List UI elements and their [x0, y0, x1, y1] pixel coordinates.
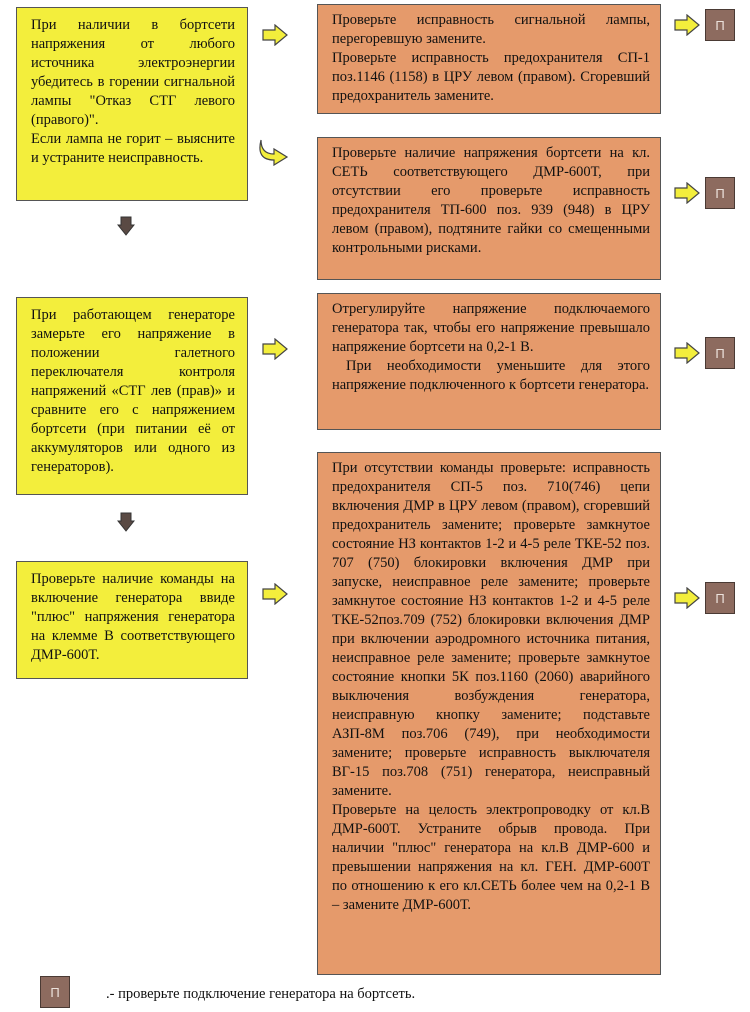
step-box-generator-voltage	[16, 297, 248, 495]
action-text: Проверьте наличие напряжения бортсети на кл. СЕТЬ соответствующего ДМР-600Т, при отсутствии его проверьте исправность предохранителя ТП-600 поз. 939 (948) в ЦРУ левом (правом), подтяните гайки со смещенными контрольными рисками.	[332, 145, 650, 256]
step-text: При работающем генераторе замерьте его напряжение в положении галетного переключателя контроля напряжений «СТГ лев (прав)» и сравните его с напряжением бортсети (при питании её от аккумуляторов или одного из генераторов).	[31, 307, 235, 475]
right-arrow-icon	[262, 583, 288, 605]
right-arrow-icon	[674, 182, 700, 204]
down-arrow-icon	[117, 216, 135, 236]
step-text: Если лампа не горит – выясните и устраните неисправность.	[31, 131, 235, 166]
p-marker: П	[705, 9, 735, 41]
action-text: Проверьте исправность сигнальной лампы, перегоревшую замените.	[332, 12, 650, 47]
p-marker: П	[705, 337, 735, 369]
step-text: Проверьте наличие команды на включение генератора ввиде "плюс" напряжения генератора на клемме В соответствующего ДМР-600Т.	[31, 571, 235, 663]
right-arrow-icon	[674, 14, 700, 36]
p-marker: П	[705, 177, 735, 209]
right-arrow-icon	[674, 587, 700, 609]
legend-text: .- проверьте подключение генератора на бортсеть.	[106, 986, 416, 1002]
down-arrow-icon	[117, 512, 135, 532]
step-box-lamp-check	[16, 7, 248, 201]
p-marker: П	[705, 582, 735, 614]
action-text: Отрегулируйте напряжение подключаемого генератора так, чтобы его напряжение превышало напряжение бортсети на 0,2-1 В.	[332, 301, 650, 355]
curved-arrow-icon	[258, 138, 290, 166]
action-box-replace-lamp	[317, 4, 661, 114]
action-box-check-network-voltage	[317, 137, 661, 280]
step-text: При наличии в бортсети напряжения от любого источника электроэнергии убедитесь в горении сигнальной лампы "Отказ СТГ левого (правого)".	[31, 17, 235, 128]
right-arrow-icon	[262, 24, 288, 46]
action-text: Проверьте исправность предохранителя СП-1 поз.1146 (1158) в ЦРУ левом (правом). Сгоревший предохранитель замените.	[332, 50, 650, 104]
right-arrow-icon	[674, 342, 700, 364]
step-box-command-check	[16, 561, 248, 679]
right-arrow-icon	[262, 338, 288, 360]
legend-p-marker: П	[40, 976, 70, 1008]
action-text: При необходимости уменьшите для этого напряжение подключенного к бортсети генератора.	[332, 358, 650, 393]
action-box-adjust-voltage	[317, 293, 661, 430]
action-box-command-absent	[317, 452, 661, 975]
action-text: Проверьте на целость электропроводку от кл.В ДМР-600Т. Устраните обрыв провода. При наличии "плюс" генератора на кл.В ДМР-600 и превышении напряжения на кл. ГЕН. ДМР-600Т по отношению к его кл.СЕТЬ более чем на 0,2-1 В – замените ДМР-600Т.	[332, 802, 650, 913]
action-text: При отсутствии команды проверьте: исправность предохранителя СП-5 поз. 710(746) цепи включения ДМР в ЦРУ левом (правом), сгоревший предохранитель замените; проверьте замкнутое состояние НЗ контактов 1-2 и 4-5 реле ТКЕ-52 поз. 707 (750) блокировки включения ДМР при запуске, неисправное реле замените; проверьте замкнутое состояние НЗ контактов 1-2 и 4-5 реле ТКЕ-52поз.709 (752) блокировки включения ДМР при включении аэродромного источника питания, неисправное реле замените; проверьте замкнутое состояние кнопки 5К поз.1160 (2060) аварийного выключения возбуждения генератора, неисправную кнопку замените; подставьте АЗП-8М поз.706 (749), при необходимости замените; проверьте исправность выключателя ВГ-15 поз.708 (751) генератора, неисправный замените.	[332, 460, 650, 799]
